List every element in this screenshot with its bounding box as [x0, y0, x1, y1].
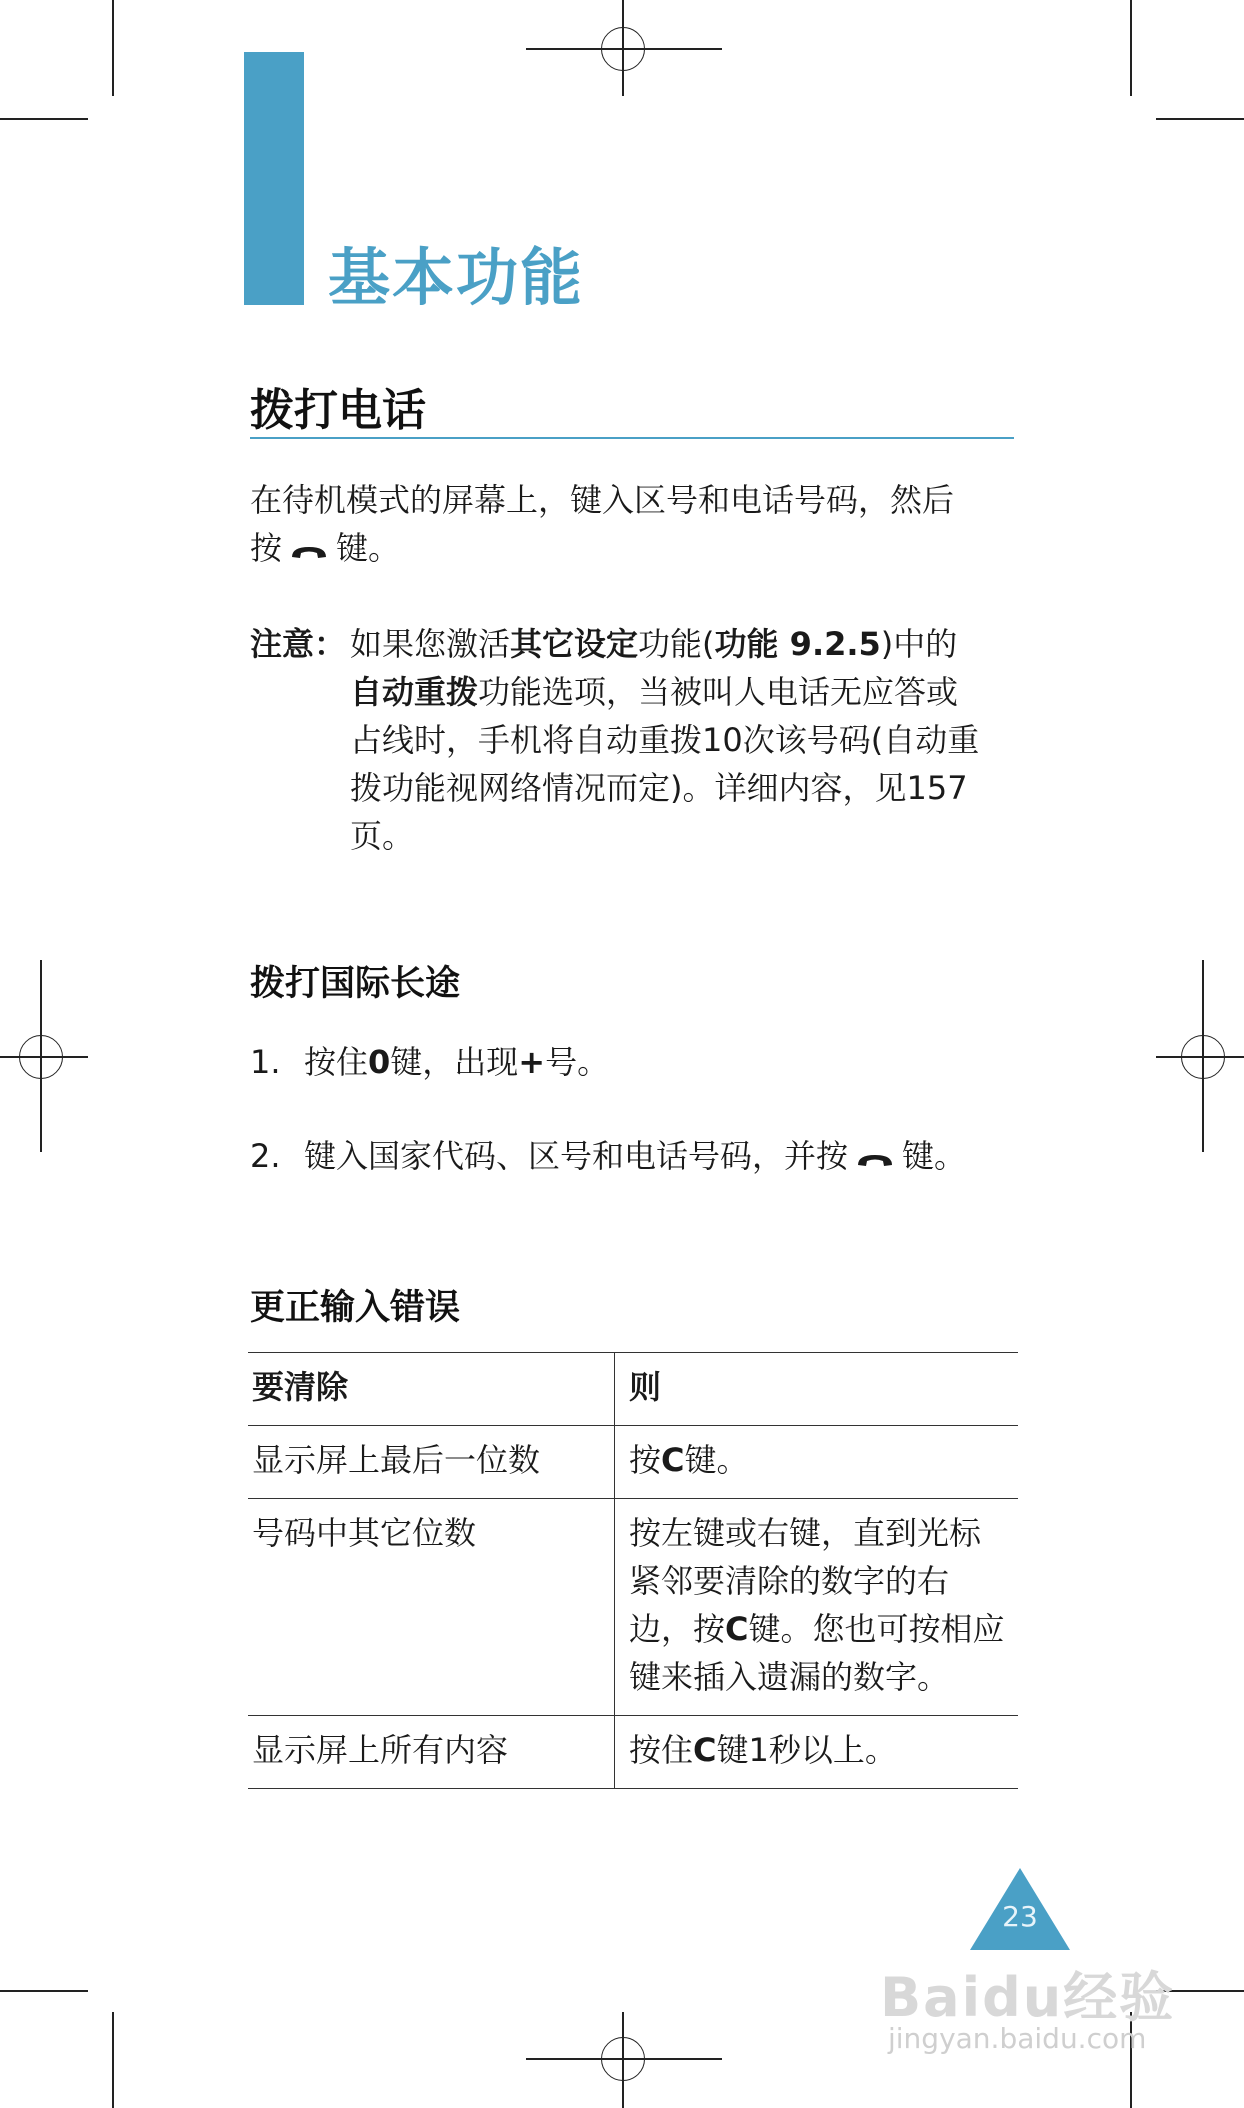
header-text: 要清除	[252, 1368, 349, 1406]
cell-bold: C	[693, 1731, 717, 1769]
cell-text: 按住	[629, 1731, 694, 1769]
step-text: 键，出现	[390, 1043, 519, 1081]
cell-text: 按	[629, 1441, 662, 1479]
crop-mark	[1156, 118, 1244, 120]
cell-line: 键来插入遗漏的数字。	[629, 1658, 950, 1696]
note-bold: 功能 9.2.5	[714, 625, 881, 663]
registration-mark-circle	[19, 1035, 63, 1079]
cell-bold: C	[661, 1441, 685, 1479]
corrections-title: 更正输入错误	[250, 1288, 461, 1328]
corrections-table	[248, 1352, 1018, 1789]
step-text: 按住	[304, 1043, 369, 1081]
step-text: 键。	[902, 1137, 967, 1175]
table-cell: 号码中其它位数	[248, 1499, 615, 1716]
cell-line: 按左键或右键，直到光标	[629, 1514, 982, 1552]
note-bold: 其它设定	[510, 625, 639, 663]
note-text: 功能选项，当被叫人电话无应答或	[478, 673, 959, 711]
table-cell	[615, 1716, 1019, 1789]
intro-paragraph	[250, 476, 1030, 574]
note-line	[350, 668, 1020, 716]
note-text: 如果您激活	[350, 625, 511, 663]
table-header-cell	[615, 1353, 1019, 1426]
note-body	[350, 620, 1020, 860]
note-label: 注意：	[250, 625, 347, 663]
table-row	[248, 1499, 1018, 1716]
crop-mark	[0, 118, 88, 120]
crop-mark	[1130, 0, 1132, 96]
crop-mark	[112, 0, 114, 96]
table-header-row	[248, 1353, 1018, 1426]
note-text: 功能(	[638, 625, 715, 663]
cell-text: 键1秒以上。	[716, 1731, 897, 1769]
section-title-rule	[250, 437, 1014, 439]
crop-mark	[0, 1990, 88, 1992]
note-line: 拨功能视网络情况而定)。详细内容，见157	[350, 769, 968, 807]
note-line: 页。	[350, 817, 415, 855]
cell-bold: C	[725, 1610, 749, 1648]
table-cell: 显示屏上所有内容	[248, 1716, 615, 1789]
table-header-cell	[248, 1353, 615, 1426]
section-title: 拨打电话	[250, 385, 426, 436]
crop-mark	[112, 2012, 114, 2108]
chapter-accent-bar	[244, 52, 304, 305]
registration-mark-circle	[601, 27, 645, 71]
header-text: 则	[629, 1368, 662, 1406]
intro-text: 键。	[336, 529, 401, 567]
step-text: 键入国家代码、区号和电话号码，并按	[304, 1137, 849, 1175]
page-number: 23	[1002, 1900, 1038, 1933]
watermark-url: jingyan.baidu.com	[888, 2022, 1147, 2055]
intl-title: 拨打国际长途	[250, 964, 461, 1004]
step-number: 1.	[250, 1043, 281, 1081]
cell-line	[629, 1605, 1016, 1653]
phone-handset-icon	[290, 526, 328, 574]
note-text: )中的	[880, 625, 958, 663]
intl-step-2	[250, 1132, 966, 1182]
note-bold: 自动重拨	[350, 673, 479, 711]
watermark-logo: Baidu经验	[880, 1966, 1176, 2029]
table-row	[248, 1426, 1018, 1499]
chapter-title: 基本功能	[328, 241, 585, 314]
intro-line	[250, 524, 1030, 574]
registration-mark-circle	[601, 2037, 645, 2081]
registration-mark-circle	[1181, 1035, 1225, 1079]
phone-handset-icon	[856, 1134, 894, 1182]
cell-text: 键。您也可按相应	[748, 1610, 1005, 1648]
cell-line: 紧邻要清除的数字的右	[629, 1562, 950, 1600]
step-bold: 0	[368, 1043, 391, 1081]
note-line	[350, 620, 1020, 668]
step-text: 号。	[545, 1043, 610, 1081]
table-row	[248, 1716, 1018, 1789]
intl-step-1	[250, 1038, 609, 1086]
cell-text: 键。	[684, 1441, 749, 1479]
step-bold: +	[518, 1043, 546, 1081]
note-line: 占线时，手机将自动重拨10次该号码(自动重	[350, 721, 980, 759]
step-number: 2.	[250, 1137, 281, 1175]
cell-text: 边，按	[629, 1610, 726, 1648]
intro-text: 按	[250, 529, 283, 567]
intro-line: 在待机模式的屏幕上，键入区号和电话号码，然后	[250, 481, 955, 519]
table-cell	[615, 1499, 1019, 1716]
table-cell: 显示屏上最后一位数	[248, 1426, 615, 1499]
table-cell	[615, 1426, 1019, 1499]
